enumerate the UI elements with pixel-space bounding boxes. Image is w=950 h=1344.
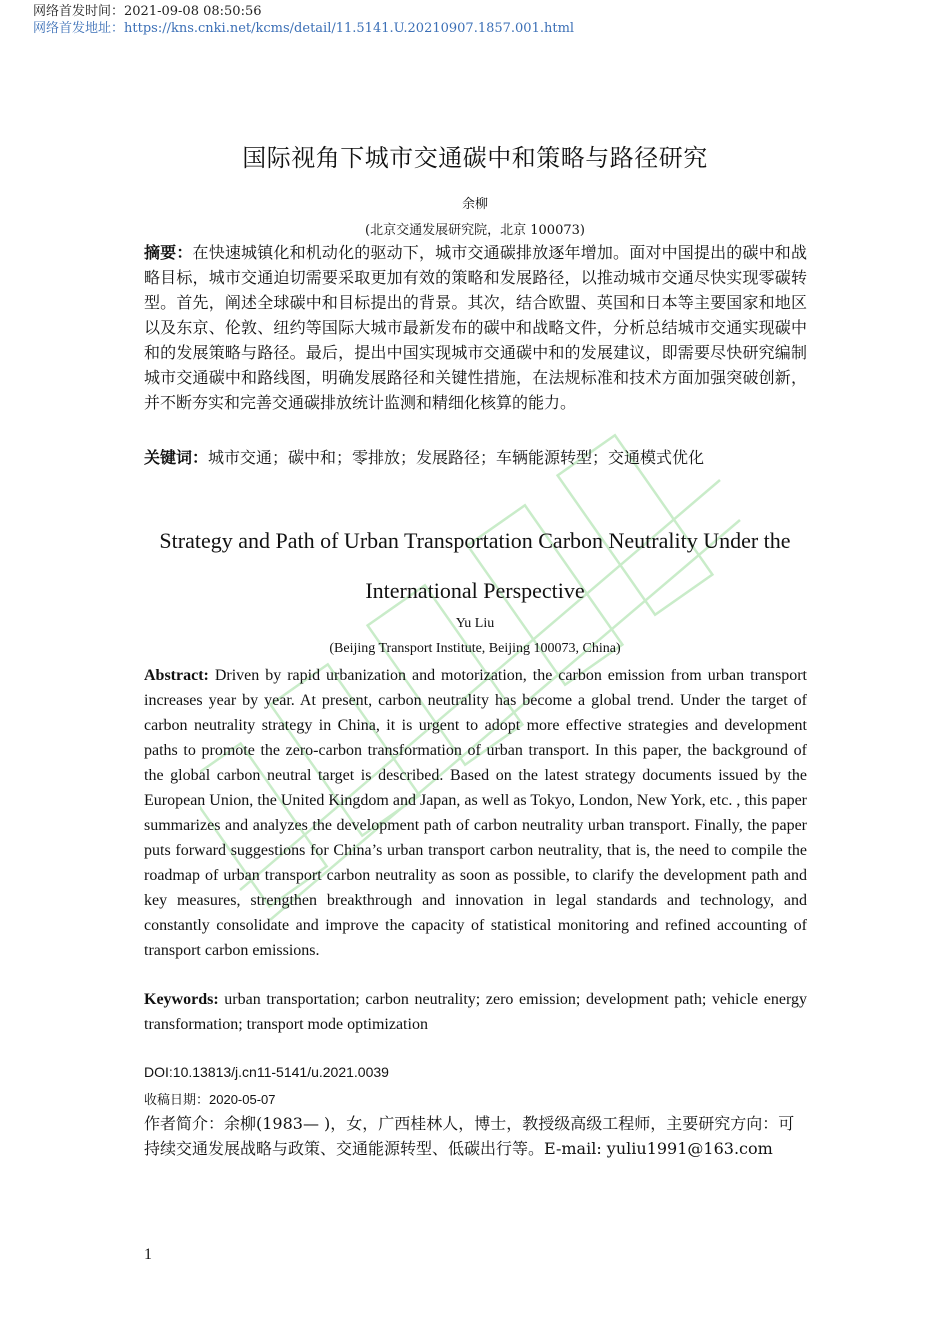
publish-time-label: 网络首发时间： bbox=[33, 4, 125, 19]
english-keywords bbox=[144, 987, 807, 1037]
publish-time-value: 2021-09-08 08:50:56 bbox=[124, 4, 262, 19]
chinese-affiliation: (北京交通发展研究院，北京 100073) bbox=[365, 223, 585, 238]
english-abstract bbox=[144, 663, 807, 963]
english-title-line-1: Strategy and Path of Urban Transportation Carbon Neutrality Under the bbox=[159, 528, 791, 553]
page-number: 1 bbox=[144, 1246, 152, 1263]
publish-url-link[interactable]: https://kns.cnki.net/kcms/detail/11.5141.U.20210907.1857.001.html bbox=[124, 21, 575, 36]
chinese-abstract bbox=[144, 240, 807, 415]
doi: DOI:10.13813/j.cn11-5141/u.2021.0039 bbox=[144, 1064, 389, 1080]
chinese-abstract-label: 摘要： bbox=[144, 243, 193, 262]
chinese-keywords-label: 关键词： bbox=[144, 448, 209, 467]
publication-info bbox=[33, 3, 574, 37]
received-date-label: 收稿日期： bbox=[144, 1093, 210, 1108]
publish-url-label: 网络首发地址： bbox=[33, 21, 125, 36]
publish-time-row bbox=[33, 3, 574, 20]
english-keywords-label: Keywords: bbox=[144, 991, 219, 1008]
chinese-author: 余柳 bbox=[461, 197, 488, 212]
english-title bbox=[130, 516, 820, 616]
english-title-line-2: International Perspective bbox=[365, 578, 585, 603]
chinese-keywords-text: 城市交通；碳中和；零排放；发展路径；车辆能源转型；交通模式优化 bbox=[208, 448, 705, 467]
publish-url-row bbox=[33, 20, 574, 37]
chinese-keywords bbox=[144, 445, 807, 470]
received-date-value: 2020-05-07 bbox=[209, 1092, 276, 1107]
english-author: Yu Liu bbox=[455, 616, 495, 631]
received-date bbox=[144, 1089, 276, 1108]
chinese-title: 国际视角下城市交通碳中和策略与路径研究 bbox=[242, 144, 708, 172]
chinese-abstract-text: 在快速城镇化和机动化的驱动下，城市交通碳排放逐年增加。面对中国提出的碳中和战略目标，城市交通迫切需要采取更加有效的策略和发展路径，以推动城市交通尽快实现零碳转型。首先，阐述全球碳中和目标提出的背景。其次，结合欧盟、英国和日本等主要国家和地区以及东京、伦敦、纽约等国际大城市最新发布的碳中和战略文件，分析总结城市交通实现碳中和的发展策略与路径。最后，提出中国实现城市交通碳中和的发展建议，即需要尽快研究编制城市交通碳中和路线图，明确发展路径和关键性措施，在法规标准和技术方面加强突破创新，并不断夯实和完善交通碳排放统计监测和精细化核算的能力。 bbox=[144, 243, 807, 412]
author-introduction: 作者简介：余柳(1983— )，女，广西桂林人，博士，教授级高级工程师，主要研究方向：可持续交通发展战略与政策、交通能源转型、低碳出行等。E-mail: yuliu1991@163.com bbox=[144, 1114, 795, 1158]
english-affiliation: (Beijing Transport Institute, Beijing 100073, China) bbox=[329, 641, 621, 656]
english-keywords-text: urban transportation; carbon neutrality; zero emission; development path; vehicle energy transformation; transport mode optimization bbox=[144, 991, 807, 1033]
english-abstract-label: Abstract: bbox=[144, 667, 209, 684]
english-abstract-text: Driven by rapid urbanization and motorization, the carbon emission from urban transport increases year by year. At present, carbon neutrality has become a global trend. Under the target of carbon neutrality strategy in China, it is urgent to adopt more effective strategies and development paths to promote the zero-carbon transformation of urban transport. In this paper, the background of the global carbon neutral target is described. Based on the latest strategy documents issued by the European Union, the United Kingdom and Japan, as well as Tokyo, London, New York, etc. , this paper summarizes and analyzes the development path of carbon neutrality urban transport. Finally, the paper puts forward suggestions for China’s urban transport carbon neutrality, that is, the need to compile the roadmap of urban transport carbon neutrality as soon as possible, to clarify the development path and key measures, strengthen breakthrough and innovation in legal standards and technology, and constantly consolidate and improve the capacity of statistical monitoring and refined accounting of transport carbon emissions. bbox=[144, 667, 807, 959]
